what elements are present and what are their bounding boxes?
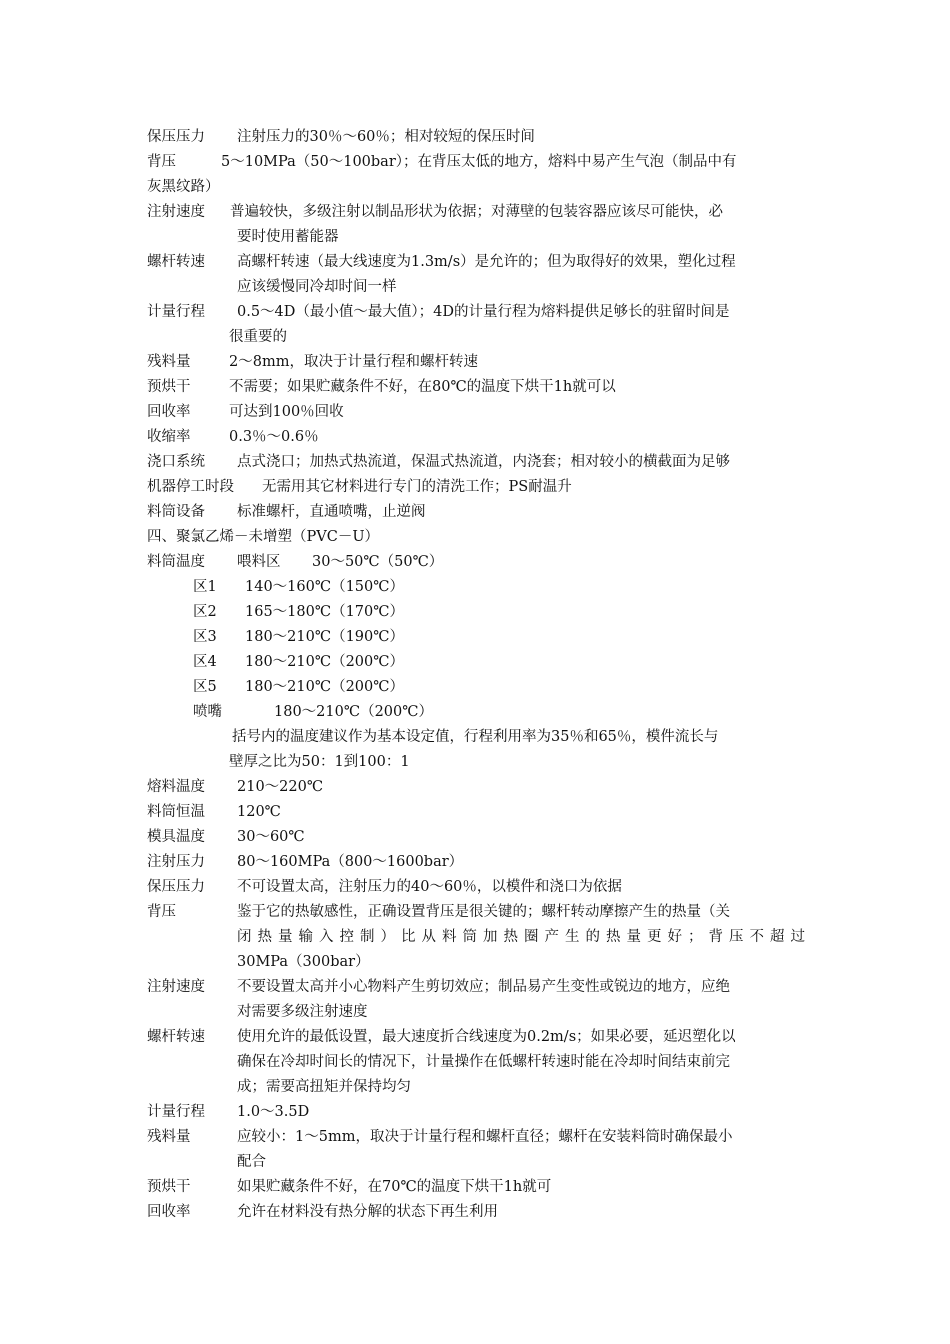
param-value: 高螺杆转速（最大线速度为1.3m/s）是允许的；但为取得好的效果，塑化过程 [237,254,736,270]
param-value: 30～60℃ [237,829,305,845]
param-value: 1.0～3.5D [237,1104,310,1120]
justified-char: 压 [729,929,744,945]
feed-zone-value: 30～50℃（50℃） [312,554,444,570]
zone-name: 区4 [193,654,217,670]
param-label: 机器停工时段 [147,479,234,495]
justified-char: 筒 [462,929,477,945]
justified-char: 控 [339,929,354,945]
justified-char: 输 [298,929,313,945]
justified-char: 入 [319,929,334,945]
param-label: 保压压力 [147,879,205,895]
param-value: 120℃ [237,804,281,820]
zone-value: 140～160℃（150℃） [245,579,404,595]
justified-char: 生 [565,929,580,945]
param-label: 料筒恒温 [147,804,205,820]
param-label: 残料量 [147,1129,191,1145]
justified-char: 热 [606,929,621,945]
zone-name: 区1 [193,579,217,595]
param-label: 背压 [147,904,176,920]
param-value-cont: 30MPa（300bar） [237,954,370,970]
param-value-cont: 要时使用蓄能器 [237,229,339,245]
param-value-cont: 很重要的 [229,329,287,345]
param-value: 5～10MPa（50～100bar）；在背压太低的地方，熔料中易产生气泡（制品中有 [221,154,737,170]
param-label: 背压 [147,154,176,170]
justified-char: 闭 [237,929,252,945]
param-value: 点式浇口；加热式热流道，保温式热流道，内浇套；相对较小的横截面为足够 [237,454,730,470]
param-value: 允许在材料没有热分解的状态下再生利用 [237,1204,498,1220]
zone-value: 180～210℃（190℃） [245,629,404,645]
zone-value: 180～210℃（200℃） [245,654,404,670]
justified-char: 过 [790,929,805,945]
feed-zone-label: 喂料区 [237,554,281,570]
param-label: 螺杆转速 [147,254,205,270]
justified-char: 从 [421,929,436,945]
param-label: 回收率 [147,404,191,420]
param-label: 预烘干 [147,379,191,395]
nozzle-name: 喷嘴 [193,704,222,720]
param-value: 鉴于它的热敏感性，正确设置背压是很关键的；螺杆转动摩擦产生的热量（关 [237,904,730,920]
param-value-justified [237,928,805,946]
param-value: 不可设置太高，注射压力的40～60％，以模件和浇口为依据 [237,879,622,895]
justified-char: 量 [278,929,293,945]
justified-char: ） [380,929,395,945]
param-label: 回收率 [147,1204,191,1220]
justified-char: 比 [401,929,416,945]
param-value: 无需用其它材料进行专门的清洗工作；PS耐温升 [262,479,572,495]
justified-char: 热 [257,929,272,945]
param-value-cont: 应该缓慢同冷却时间一样 [237,279,397,295]
param-value: 2～8mm，取决于计量行程和螺杆转速 [229,354,478,370]
param-value-cont: 确保在冷却时间长的情况下，计量操作在低螺杆转速时能在冷却时间结束前完 [237,1054,730,1070]
param-value-cont: 成；需要高扭矩并保持均匀 [237,1079,411,1095]
justified-char: 料 [442,929,457,945]
param-value: 可达到100％回收 [229,404,344,420]
justified-char: 背 [708,929,723,945]
justified-char: 制 [360,929,375,945]
param-label: 注射速度 [147,204,205,220]
nozzle-value: 180～210℃（200℃） [274,704,433,720]
param-value: 应较小：1～5mm，取决于计量行程和螺杆直径；螺杆在安装料筒时确保最小 [237,1129,733,1145]
param-label: 保压压力 [147,129,205,145]
param-value: 80～160MPa（800～1600bar） [237,854,464,870]
temperature-note-cont: 壁厚之比为50：1到100：1 [229,754,410,770]
param-value-cont: 灰黑纹路） [147,179,220,195]
param-value: 0.5～4D（最小值～最大值）；4D的计量行程为熔料提供足够长的驻留时间是 [237,304,730,320]
zone-value: 165～180℃（170℃） [245,604,404,620]
param-label: 料筒温度 [147,554,205,570]
justified-char: 好 [667,929,682,945]
param-value-cont: 对需要多级注射速度 [237,1004,368,1020]
justified-char: 圈 [524,929,539,945]
param-value: 使用允许的最低设置，最大速度折合线速度为0.2m/s；如果必要，延迟塑化以 [237,1029,736,1045]
param-value: 0.3％～0.6％ [229,429,319,445]
param-label: 收缩率 [147,429,191,445]
param-label: 注射压力 [147,854,205,870]
param-value-cont: 配合 [237,1154,266,1170]
temperature-note: 括号内的温度建议作为基本设定值，行程利用率为35％和65％，模件流长与 [232,729,719,745]
param-value: 标准螺杆，直通喷嘴，止逆阀 [237,504,426,520]
param-value: 不要设置太高并小心物料产生剪切效应；制品易产生变性或锐边的地方，应绝 [237,979,730,995]
justified-char: 的 [585,929,600,945]
param-label: 熔料温度 [147,779,205,795]
param-label: 料筒设备 [147,504,205,520]
zone-name: 区5 [193,679,217,695]
param-value: 如果贮藏条件不好，在70℃的温度下烘干1h就可 [237,1179,552,1195]
justified-char: 量 [626,929,641,945]
param-label: 注射速度 [147,979,205,995]
param-label: 残料量 [147,354,191,370]
param-value: 注射压力的30％～60％；相对较短的保压时间 [237,129,535,145]
param-label: 螺杆转速 [147,1029,205,1045]
justified-char: 更 [647,929,662,945]
justified-char: 超 [770,929,785,945]
param-value: 不需要；如果贮藏条件不好，在80℃的温度下烘干1h就可以 [229,379,616,395]
param-label: 计量行程 [147,1104,205,1120]
justified-char: 热 [503,929,518,945]
param-label: 模具温度 [147,829,205,845]
zone-name: 区2 [193,604,217,620]
justified-char: 产 [544,929,559,945]
justified-char: 加 [483,929,498,945]
justified-char: ； [688,929,703,945]
zone-name: 区3 [193,629,217,645]
param-label: 浇口系统 [147,454,205,470]
section-heading: 四、聚氯乙烯－未增塑（PVC－U） [147,529,380,545]
param-value: 普遍较快，多级注射以制品形状为依据；对薄壁的包装容器应该尽可能快，必 [230,204,723,220]
param-label: 计量行程 [147,304,205,320]
justified-char: 不 [749,929,764,945]
zone-value: 180～210℃（200℃） [245,679,404,695]
param-label: 预烘干 [147,1179,191,1195]
param-value: 210～220℃ [237,779,324,795]
